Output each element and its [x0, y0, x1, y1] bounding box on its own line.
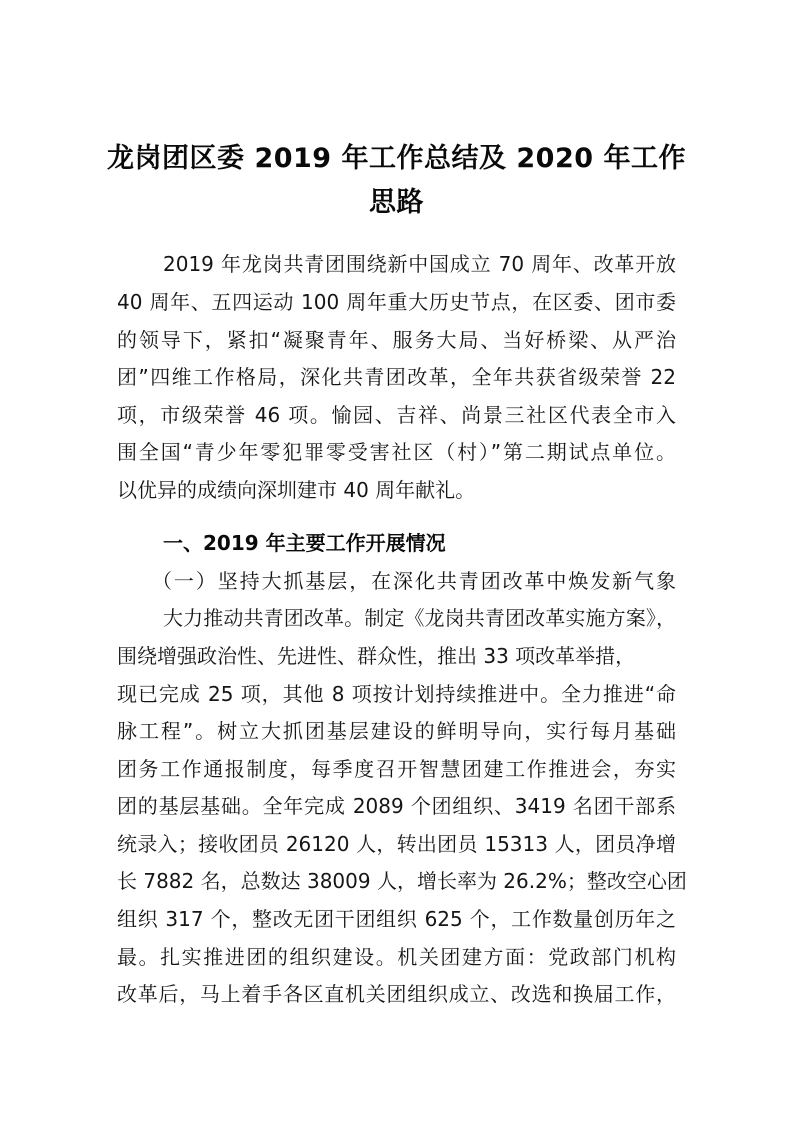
section-heading-1: 一、2019 年主要工作开展情况 [163, 531, 446, 555]
body-paragraph-line: 团的基层基础。全年完成 2089 个团组织、3419 名团干部系 [117, 794, 676, 818]
body-paragraph-line: 最。扎实推进团的组织建设。机关团建方面：党政部门机构 [117, 945, 676, 969]
intro-paragraph-line: 团”四维工作格局，深化共青团改革，全年共获省级荣誉 22 [117, 365, 676, 389]
intro-paragraph-line: 项，市级荣誉 46 项。愉园、吉祥、尚景三社区代表全市入 [117, 403, 676, 427]
intro-paragraph-line: 40 周年、五四运动 100 周年重大历史节点，在区委、团市委 [117, 290, 676, 314]
intro-paragraph-line: 2019 年龙岗共青团围绕新中国成立 70 周年、改革开放 [163, 252, 676, 276]
intro-paragraph-line: 以优异的成绩向深圳建市 40 周年献礼。 [117, 478, 476, 502]
subsection-heading-1: （一）坚持大抓基层，在深化共青团改革中焕发新气象 [152, 569, 676, 593]
body-paragraph-line: 脉工程”。树立大抓团基层建设的鲜明导向，实行每月基础 [117, 719, 676, 743]
body-paragraph-line: 组织 317 个，整改无团干团组织 625 个，工作数量创历年之 [117, 907, 676, 931]
intro-paragraph-line: 的领导下，紧扣“凝聚青年、服务大局、当好桥梁、从严治 [117, 328, 676, 352]
body-paragraph-line: 长 7882 名，总数达 38009 人，增长率为 26.2%；整改空心团 [117, 869, 687, 893]
body-paragraph-line: 现已完成 25 项，其他 8 项按计划持续推进中。全力推进“命 [117, 682, 676, 706]
document-title-line-2: 思路 [369, 187, 424, 218]
body-paragraph-line: 改革后，马上着手各区直机关团组织成立、改选和换届工作， [117, 982, 676, 1006]
body-paragraph-line: 团务工作通报制度，每季度召开智慧团建工作推进会，夯实 [117, 757, 676, 781]
body-paragraph-line: 统录入；接收团员 26120 人，转出团员 15313 人，团员净增 [117, 832, 676, 856]
intro-paragraph-line: 围全国“青少年零犯罪零受害社区（村）”第二期试点单位。 [117, 440, 676, 464]
document-title-line-1: 龙岗团区委 2019 年工作总结及 2020 年工作 [107, 143, 686, 174]
body-paragraph-line: 围绕增强政治性、先进性、群众性，推出 33 项改革举措， [117, 644, 636, 668]
body-paragraph-line: 大力推动共青团改革。制定《龙岗共青团改革实施方案》， [163, 606, 676, 630]
